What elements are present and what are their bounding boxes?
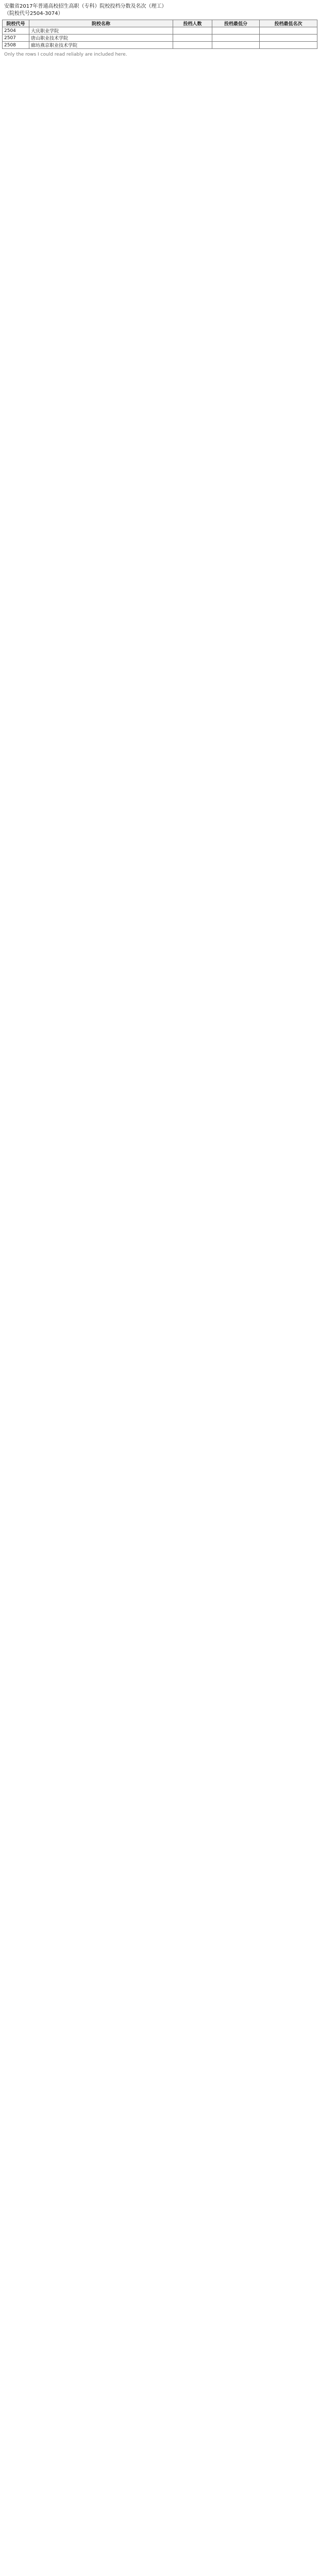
column-header-code: 院校代号 — [3, 20, 29, 27]
cell-count — [173, 35, 212, 42]
cell-code: 2504 — [3, 27, 29, 35]
document-page — [0, 0, 319, 60]
admission-score-table — [2, 20, 317, 49]
cell-count — [173, 27, 212, 35]
table-row — [3, 35, 317, 42]
cell-min-rank — [260, 42, 317, 49]
incomplete-transcription-note: Only the rows I could read reliably are included here. — [4, 52, 127, 57]
cell-name: 廊坊燕京职业技术学院 — [29, 42, 173, 49]
column-header-count: 投档人数 — [173, 20, 212, 27]
cell-min-rank — [260, 27, 317, 35]
table-row — [3, 42, 317, 49]
cell-name: 大庆职业学院 — [29, 27, 173, 35]
column-header-min-score: 投档最低分 — [212, 20, 260, 27]
cell-name: 唐山职业技术学院 — [29, 35, 173, 42]
cell-min-score — [212, 27, 260, 35]
cell-count — [173, 42, 212, 49]
cell-min-score — [212, 42, 260, 49]
caption-title: 安徽省2017年普通高校招生高职（专科）院校投档分数及名次（理工） — [4, 4, 167, 9]
cell-min-score — [212, 35, 260, 42]
column-header-name: 院校名称 — [29, 20, 173, 27]
document-caption — [0, 0, 319, 20]
table-row — [3, 27, 317, 35]
cell-min-rank — [260, 35, 317, 42]
table-header-row — [3, 20, 317, 27]
column-header-min-rank: 投档最低名次 — [260, 20, 317, 27]
cell-code: 2507 — [3, 35, 29, 42]
table-body — [3, 27, 317, 49]
cell-code: 2508 — [3, 42, 29, 49]
caption-subtitle: （院校代号2504-3074） — [4, 11, 63, 16]
